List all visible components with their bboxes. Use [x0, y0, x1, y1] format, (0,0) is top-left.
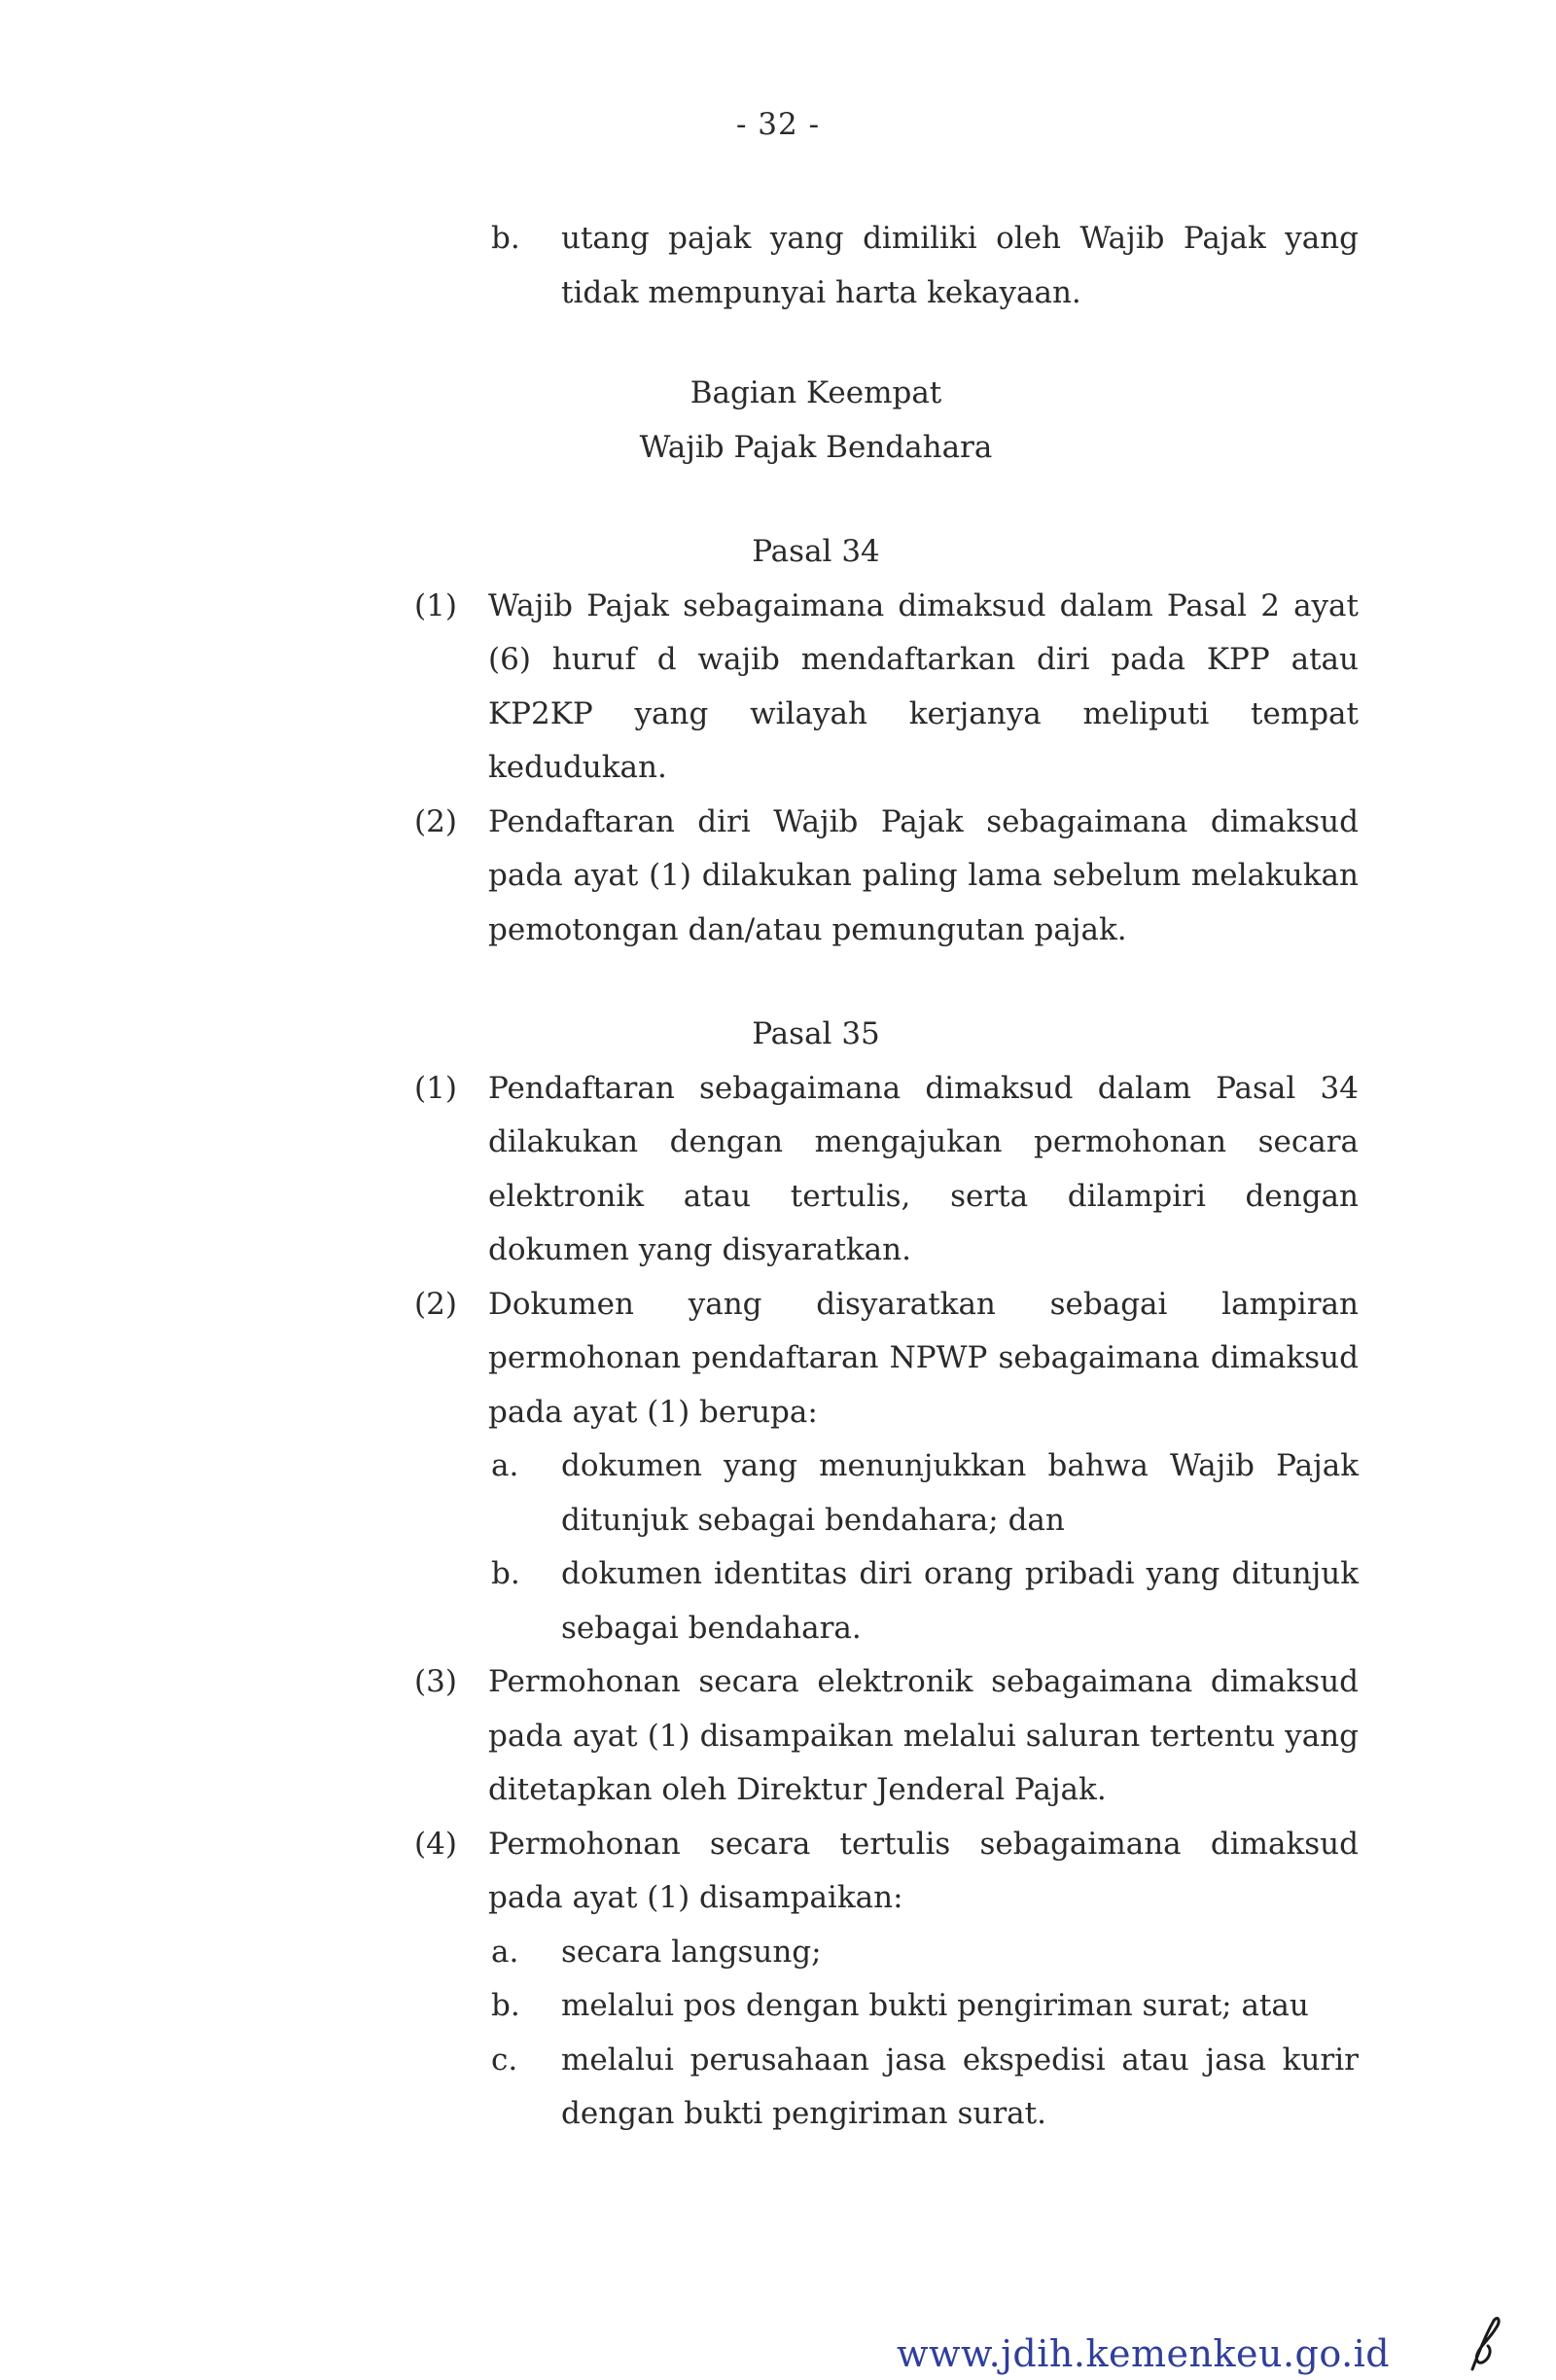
- ayat-marker: (4): [414, 1826, 457, 1862]
- sub-item-text: melalui perusahaan jasa ekspedisi atau jasa kurir dengan bukti pengiriman surat.: [561, 2042, 1359, 2131]
- sub-item: [491, 1926, 1359, 1980]
- sub-item-text: secara langsung;: [561, 1934, 822, 1970]
- sub-item: [491, 2034, 1359, 2142]
- item-marker: b.: [491, 221, 520, 256]
- sub-item-text: dokumen yang menunjukkan bahwa Wajib Pajak ditunjuk sebagai bendahara; dan: [561, 1448, 1359, 1538]
- ayat-item: [414, 1278, 1359, 1440]
- sub-item-marker: a.: [491, 1934, 519, 1970]
- ayat-marker: (2): [414, 1286, 457, 1322]
- sub-item-marker: a.: [491, 1448, 519, 1483]
- ayat-marker: (1): [414, 587, 457, 623]
- section-title: Wajib Pajak Bendahara: [639, 429, 993, 465]
- page-number: - 32 -: [735, 107, 821, 142]
- ayat-text: Permohonan secara tertulis sebagaimana dimaksud pada ayat (1) disampaikan:: [488, 1826, 1359, 1915]
- sub-item-marker: c.: [491, 2042, 518, 2078]
- ayat-item: [414, 1062, 1359, 1278]
- sub-item-marker: b.: [491, 1556, 520, 1591]
- sub-item-text: melalui pos dengan bukti pengiriman surat; atau: [561, 1988, 1309, 2023]
- document-body: [0, 212, 1556, 2142]
- signature-initial-mark: [1465, 2315, 1503, 2373]
- sub-item: [491, 1547, 1359, 1655]
- ayat-item: [414, 1655, 1359, 1818]
- ayat-text: Pendaftaran diri Wajib Pajak sebagaimana dimaksud pada ayat (1) dilakukan paling lama sebelum melakukan pemotongan dan/atau pemungutan pajak.: [488, 803, 1359, 947]
- pasal-34-heading: Pasal 34: [752, 534, 880, 569]
- sub-item: [491, 1979, 1359, 2034]
- section-part: Bagian Keempat: [690, 375, 942, 410]
- ayat-text: Dokumen yang disyaratkan sebagai lampiran permohonan pendaftaran NPWP sebagaimana dimaksud pada ayat (1) berupa:: [488, 1286, 1359, 1430]
- footer-website-link[interactable]: www.jdih.kemenkeu.go.id: [897, 2332, 1391, 2375]
- item-text: utang pajak yang dimiliki oleh Wajib Pajak yang tidak mempunyai harta kekayaan.: [561, 221, 1359, 310]
- sub-item-text: dokumen identitas diri orang pribadi yang ditunjuk sebagai bendahara.: [561, 1556, 1359, 1646]
- ayat-item: [414, 580, 1359, 796]
- sub-item: [491, 1439, 1359, 1547]
- ayat-item: [414, 796, 1359, 958]
- ayat-marker: (1): [414, 1070, 457, 1106]
- list-item: [491, 212, 1359, 320]
- ayat-item: [414, 1818, 1359, 1926]
- sub-item-marker: b.: [491, 1988, 520, 2023]
- ayat-marker: (3): [414, 1664, 457, 1699]
- ayat-marker: (2): [414, 803, 457, 839]
- ayat-text: Permohonan secara elektronik sebagaimana dimaksud pada ayat (1) disampaikan melalui saluran tertentu yang ditetapkan oleh Direktur Jenderal Pajak.: [488, 1664, 1359, 1807]
- pasal-35-heading: Pasal 35: [752, 1016, 880, 1051]
- ayat-text: Pendaftaran sebagaimana dimaksud dalam Pasal 34 dilakukan dengan mengajukan permohonan secara elektronik atau tertulis, serta dilampiri dengan dokumen yang disyaratkan.: [488, 1070, 1359, 1267]
- ayat-text: Wajib Pajak sebagaimana dimaksud dalam Pasal 2 ayat (6) huruf d wajib mendaftarkan diri pada KPP atau KP2KP yang wilayah kerjanya meliputi tempat kedudukan.: [488, 587, 1359, 785]
